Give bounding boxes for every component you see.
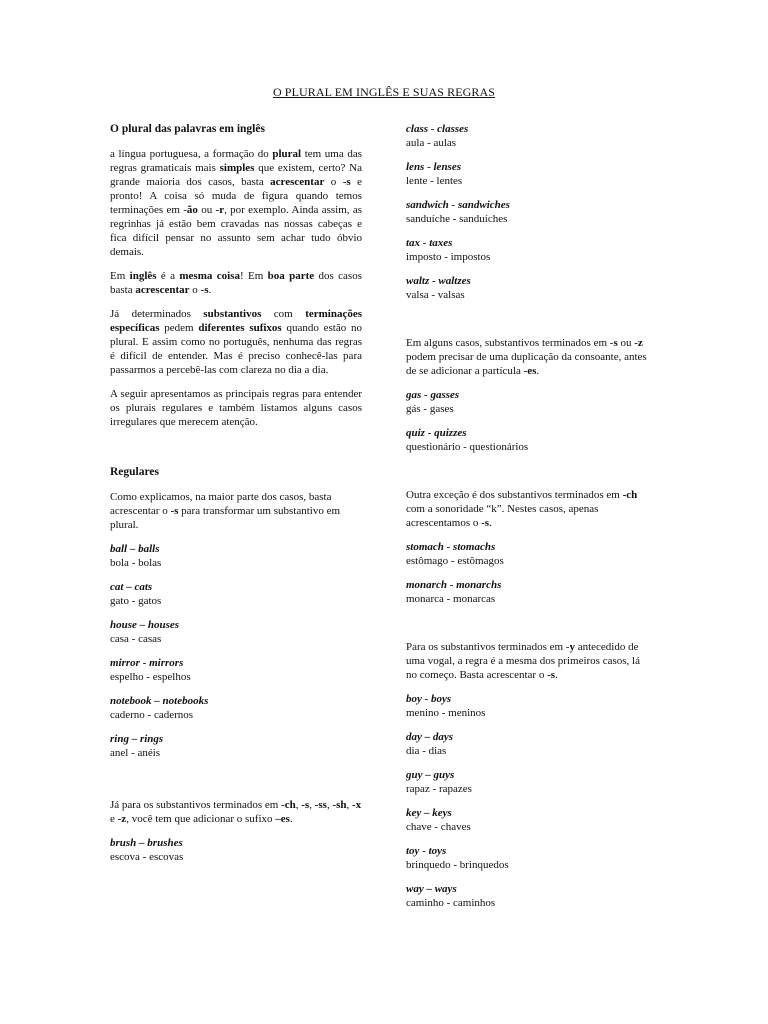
section-heading-plural: O plural das palavras em inglês <box>110 123 265 135</box>
emphasis-text: simples <box>219 162 255 174</box>
emphasis-text: terminações específicas <box>110 308 362 334</box>
english-word-pair: key – keys <box>406 807 452 819</box>
body-text: antecedido de uma vogal, a regra é a mesma dos primeiros casos, lá no começo. Basta acrescentar o <box>406 641 640 681</box>
plural-example <box>406 274 652 302</box>
body-text: . <box>289 813 293 825</box>
body-text: e <box>110 813 118 825</box>
body-text: podem precisar de uma duplicação da consoante, antes de se adicionar a partícula <box>406 351 647 377</box>
body-text: , por exemplo. Ainda assim, as regrinhas já estão bem cravadas nas nossas cabeças e fica difícil pensar no assunto sem achar tudo óbvio demais. <box>110 204 362 258</box>
portuguese-translation: dia - dias <box>406 745 447 757</box>
portuguese-translation: estômago - estômagos <box>406 555 504 567</box>
portuguese-translation: sanduíche - sanduíches <box>406 213 508 225</box>
plural-example <box>406 122 652 150</box>
plural-example <box>406 768 652 796</box>
body-text: ou <box>617 337 635 349</box>
y-rule-paragraph <box>406 640 652 682</box>
intro-paragraph <box>110 307 362 377</box>
emphasis-text: -s <box>200 284 209 296</box>
portuguese-translation: menino - meninos <box>406 707 486 719</box>
emphasis-text: mesma coisa <box>179 270 240 282</box>
emphasis-text: acrescentar <box>135 284 190 296</box>
portuguese-translation: gato - gatos <box>110 595 162 607</box>
body-text: . <box>536 365 540 377</box>
portuguese-translation: monarca - monarcas <box>406 593 496 605</box>
english-word-pair: toy - toys <box>406 845 447 857</box>
body-text: Como explicamos, na maior parte dos casos, basta acrescentar o <box>110 491 332 517</box>
emphasis-text: -es <box>523 365 537 377</box>
body-text: , <box>295 799 302 811</box>
es-examples-continued <box>406 122 652 302</box>
emphasis-text: –es <box>275 813 290 825</box>
regulares-examples <box>110 542 362 760</box>
emphasis-text: substantivos <box>203 308 262 320</box>
body-text: , <box>346 799 353 811</box>
emphasis-text: plural <box>272 148 302 160</box>
english-word-pair: class - classes <box>406 123 469 135</box>
plural-example <box>406 578 652 606</box>
english-word-pair: tax - taxes <box>406 237 453 249</box>
english-word-pair: lens - lenses <box>406 161 461 173</box>
emphasis-text: -r <box>215 204 225 216</box>
emphasis-text: boa parte <box>267 270 315 282</box>
body-text: dos casos basta <box>110 270 362 296</box>
plural-example <box>406 882 652 910</box>
plural-example <box>406 388 652 416</box>
y-examples <box>406 692 652 910</box>
body-text: . <box>489 517 492 529</box>
portuguese-translation: espelho - espelhos <box>110 671 191 683</box>
english-word-pair: waltz - waltzes <box>406 275 471 287</box>
emphasis-text: -s <box>547 669 556 681</box>
english-word-pair: notebook – notebooks <box>110 695 209 707</box>
english-word-pair: stomach - stomachs <box>406 541 496 553</box>
body-text: e pronto! A coisa só muda de figura quando temos terminações em - <box>110 176 362 216</box>
plural-example <box>406 730 652 758</box>
portuguese-translation: bola - bolas <box>110 557 162 569</box>
english-word-pair: guy – guys <box>406 769 455 781</box>
portuguese-translation: rapaz - rapazes <box>406 783 472 795</box>
portuguese-translation: casa - casas <box>110 633 162 645</box>
emphasis-text: -s <box>170 505 179 517</box>
body-text: Para os substantivos terminados em - <box>406 641 570 653</box>
english-word-pair: sandwich - sandwiches <box>406 199 510 211</box>
emphasis-text: -s <box>342 176 351 188</box>
english-word-pair: monarch - monarchs <box>406 579 502 591</box>
body-text: ou <box>197 204 216 216</box>
intro-paragraph <box>110 387 362 429</box>
emphasis-text: -s <box>481 517 490 529</box>
body-text: Em <box>110 270 130 282</box>
emphasis-text: -x <box>352 799 362 811</box>
body-text: que existem, certo? Na grande maioria dos casos, basta <box>110 162 362 188</box>
ch-examples <box>406 540 652 606</box>
plural-example <box>110 618 362 646</box>
emphasis-text: s <box>613 337 618 349</box>
body-text: Em alguns casos, substantivos terminados em - <box>406 337 614 349</box>
english-word-pair: brush – brushes <box>110 837 183 849</box>
body-text: tem uma das regras gramaticais mais <box>110 148 362 174</box>
right-column <box>406 122 652 920</box>
body-text: pedem <box>159 322 199 334</box>
emphasis-text: acrescentar <box>270 176 325 188</box>
english-word-pair: mirror - mirrors <box>110 657 184 669</box>
regulares-paragraph <box>110 490 362 532</box>
intro-paragraphs <box>110 147 362 429</box>
english-word-pair: ball – balls <box>110 543 160 555</box>
body-text: , <box>326 799 333 811</box>
body-text: o <box>189 284 201 296</box>
intro-paragraph <box>110 269 362 297</box>
portuguese-translation: questionário - questionários <box>406 441 529 453</box>
english-word-pair: quiz - quizzes <box>406 427 467 439</box>
emphasis-text: -ss <box>314 799 327 811</box>
body-text: Já para os substantivos terminados em <box>110 799 282 811</box>
emphasis-text: -sh <box>332 799 347 811</box>
body-text: para transformar um substantivo em plural. <box>110 505 341 531</box>
portuguese-translation: valsa - valsas <box>406 289 465 301</box>
plural-example <box>406 236 652 264</box>
ch-exception-paragraph <box>406 488 652 530</box>
plural-example <box>110 732 362 760</box>
portuguese-translation: caderno - cadernos <box>110 709 194 721</box>
portuguese-translation: lente - lentes <box>406 175 463 187</box>
plural-example <box>110 836 362 864</box>
plural-example <box>110 542 362 570</box>
portuguese-translation: gás - gases <box>406 403 454 415</box>
body-text: A seguir apresentamos as principais regras para entender os plurais regulares e também listamos alguns casos irregulares que merecem atenção. <box>110 388 362 428</box>
body-text: com <box>261 308 306 320</box>
portuguese-translation: caminho - caminhos <box>406 897 496 909</box>
plural-example <box>406 160 652 188</box>
body-text: a língua portuguesa, a formação do <box>110 148 273 160</box>
portuguese-translation: chave - chaves <box>406 821 471 833</box>
english-word-pair: house – houses <box>110 619 180 631</box>
english-word-pair: day – days <box>406 731 454 743</box>
plural-example <box>406 540 652 568</box>
duplication-paragraph <box>406 336 652 378</box>
body-text: ! Em <box>239 270 268 282</box>
duplication-examples <box>406 388 652 454</box>
emphasis-text: -z <box>117 813 127 825</box>
body-text: é a <box>156 270 180 282</box>
portuguese-translation: aula - aulas <box>406 137 457 149</box>
body-text: , <box>309 799 315 811</box>
body-text: Outra exceção é dos substantivos terminados em <box>406 489 623 501</box>
left-column <box>110 122 362 874</box>
emphasis-text: inglês <box>129 270 157 282</box>
body-text: . <box>555 669 558 681</box>
body-text: . <box>208 284 212 296</box>
emphasis-text: y <box>569 641 575 653</box>
plural-example <box>406 806 652 834</box>
plural-example <box>110 656 362 684</box>
plural-example <box>406 426 652 454</box>
plural-example <box>406 198 652 226</box>
plural-example <box>110 580 362 608</box>
portuguese-translation: anel - anéis <box>110 747 161 759</box>
emphasis-text: -s <box>301 799 310 811</box>
section-heading-regulares: Regulares <box>110 466 159 478</box>
portuguese-translation: escova - escovas <box>110 851 184 863</box>
intro-paragraph <box>110 147 362 259</box>
plural-example <box>110 694 362 722</box>
plural-example <box>406 692 652 720</box>
body-text: com a sonoridade “k”. Nestes casos, apenas acrescentamos o <box>406 503 599 529</box>
english-word-pair: ring – rings <box>110 733 164 745</box>
portuguese-translation: brinquedo - brinquedos <box>406 859 509 871</box>
english-word-pair: gas - gasses <box>406 389 460 401</box>
emphasis-text: ão <box>186 204 198 216</box>
emphasis-text: -z <box>634 337 643 349</box>
body-text: o <box>324 176 343 188</box>
es-rule-paragraph <box>110 798 362 826</box>
portuguese-translation: imposto - impostos <box>406 251 491 263</box>
page-title: O PLURAL EM INGLÊS E SUAS REGRAS <box>272 85 496 99</box>
plural-example <box>406 844 652 872</box>
body-text: , você tem que adicionar o sufixo <box>126 813 276 825</box>
english-word-pair: boy - boys <box>406 693 452 705</box>
emphasis-text: -ch <box>622 489 638 501</box>
body-text: quando estão no plural. E assim como no português, nenhuma das regras é difícil de entender. Mas é preciso conhecê-las para passarmos a percebê-las com clareza no dia a dia. <box>110 322 362 376</box>
english-word-pair: cat – cats <box>110 581 153 593</box>
english-word-pair: way – ways <box>406 883 457 895</box>
emphasis-text: -ch <box>281 799 296 811</box>
body-text: Já determinados <box>110 308 204 320</box>
es-examples <box>110 836 362 864</box>
emphasis-text: diferentes sufixos <box>198 322 282 334</box>
